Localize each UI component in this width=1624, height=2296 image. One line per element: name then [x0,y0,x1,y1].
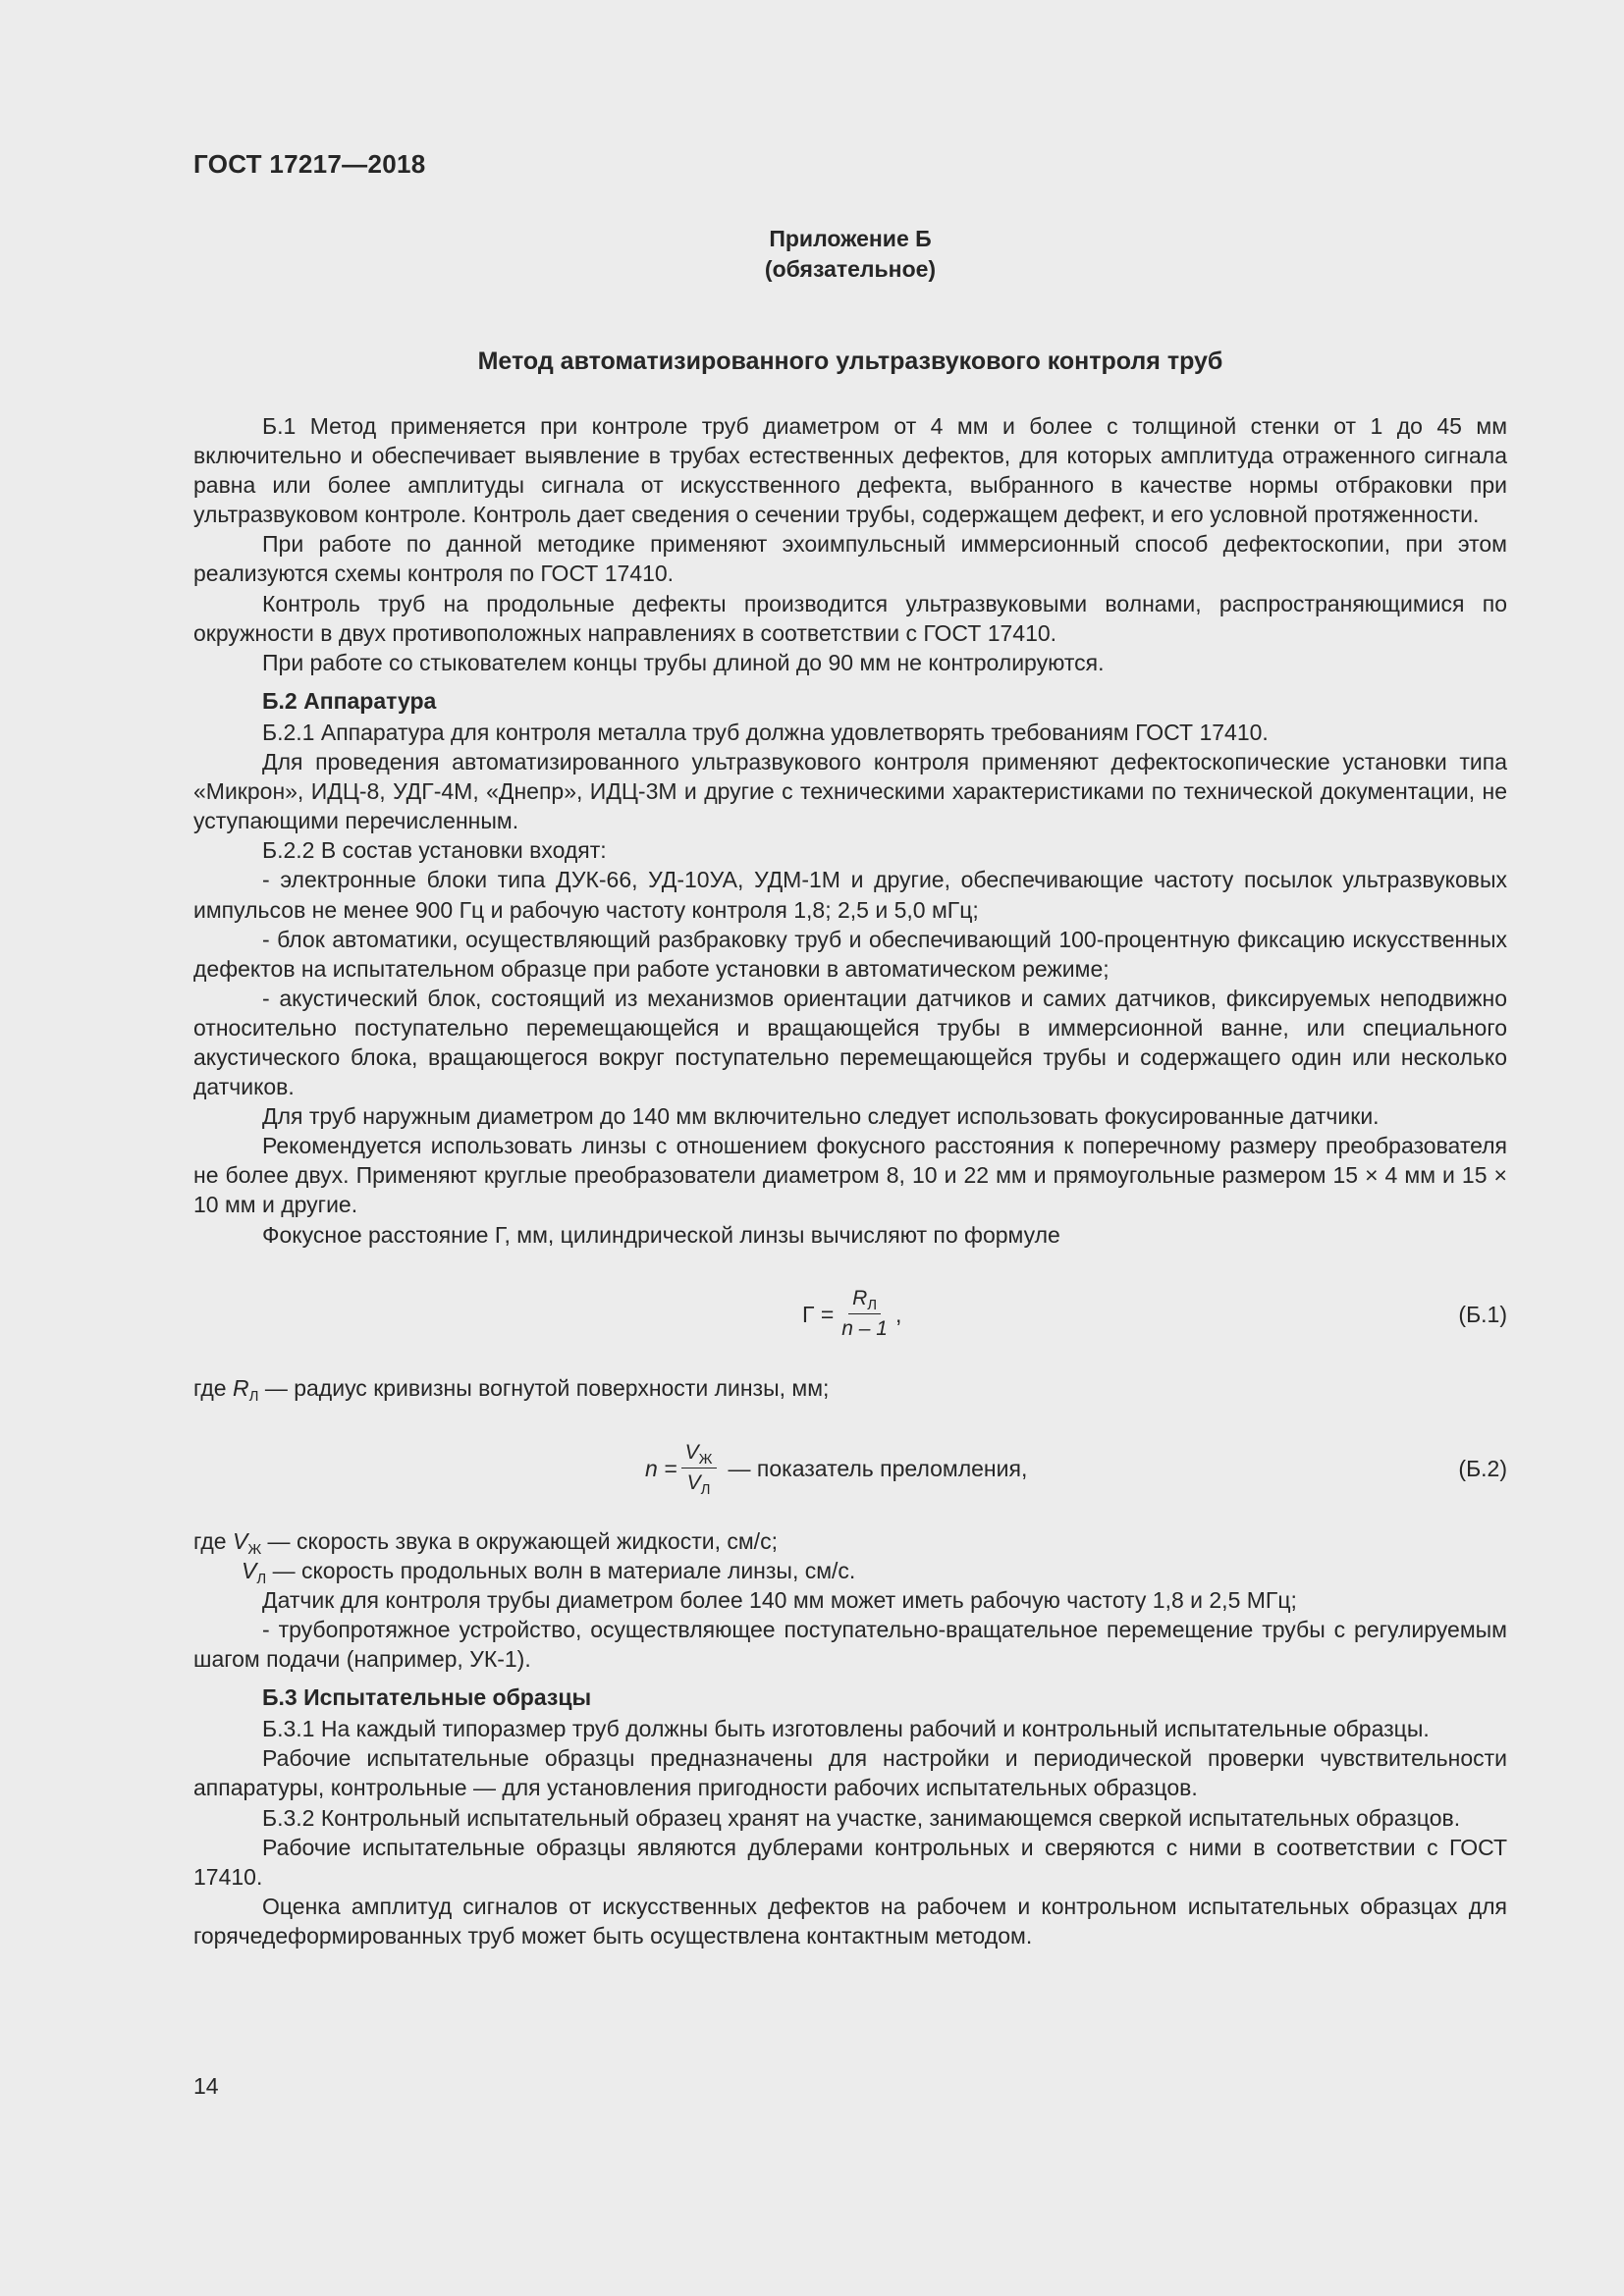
list-item: - акустический блок, состоящий из механизмов ориентации датчиков и самих датчиков, фиксируемых неподвижно относительно поступательно перемещающейся и вращающейся трубы в иммерсионной ванне, или специального акустического блока, вращающегося вокруг поступательно перемещающейся трубы и содержащего один или несколько датчиков. [193,985,1507,1100]
paragraph-b22: Б.2.2 В состав установки входят: [262,837,607,864]
formula-b1-denominator [838,1314,892,1342]
page-number: 14 [193,2073,219,2099]
sub-zh: Ж [698,1451,713,1468]
den-expression: n – 1 [841,1317,888,1341]
formula-b2-body [645,1426,1027,1511]
document-body [193,411,1507,1950]
document-header: ГОСТ 17217—2018 [193,149,426,179]
formula-b1-comma: , [895,1301,902,1327]
formula-b1-lhs: Г = [802,1301,835,1327]
subsection-heading-b2: Б.2 Аппаратура [262,687,437,714]
appendix-heading [193,224,1507,285]
where-r-text: — радиус кривизны вогнутой поверхности линзы, мм; [258,1374,830,1401]
where-prefix: где [193,1527,233,1554]
where-r [193,1373,1507,1403]
list-item: - трубопротяжное устройство, осуществляющее поступательно-вращательное перемещение трубы с регулируемым шагом подачи (например, УК-1). [193,1617,1507,1673]
sub-zh: Ж [247,1540,262,1558]
formula-b2 [193,1426,1507,1511]
sub-l: Л [867,1297,878,1314]
var-v: V [686,1471,701,1495]
formula-b1-numerator [848,1286,881,1314]
paragraph: Для проведения автоматизированного ультразвукового контроля применяют дефектоскопические установки типа «Микрон», ИДЦ-8, УДГ-4М, «Днепр», ИДЦ-3М и другие с техническими характеристиками по технической документации, не уступающими перечисленным. [193,749,1507,834]
sub-l: Л [248,1387,259,1405]
subsection-heading-b3: Б.3 Испытательные образцы [262,1684,592,1711]
var-r: R [852,1287,868,1310]
formula-b2-fraction [681,1440,717,1499]
formula-b2-denominator [683,1468,715,1499]
where-vzh [193,1526,1507,1556]
formula-b2-number: (Б.2) [1458,1455,1507,1481]
section-title: Метод автоматизированного ультразвукового контроля труб [477,347,1223,375]
var-v: V [242,1557,257,1583]
formula-b1-body [802,1273,901,1356]
paragraph: Фокусное расстояние Г, мм, цилиндрической линзы вычисляют по формуле [262,1221,1060,1248]
var-r: R [232,1374,249,1401]
where-vl [193,1556,1507,1585]
where-vzh-text: — скорость звука в окружающей жидкости, см/с; [261,1527,778,1554]
list-item: - электронные блоки типа ДУК-66, УД-10УА, УДМ-1М и другие, обеспечивающие частоту посылок ультразвуковых импульсов не менее 900 Гц и рабочую частоту контроля 1,8; 2,5 и 5,0 мГц; [193,867,1507,923]
paragraph: Оценка амплитуд сигналов от искусственных дефектов на рабочем и контрольном испытательных образцах для горячедеформированных труб может быть осуществлена контактным методом. [193,1893,1507,1949]
paragraph: Датчик для контроля трубы диаметром более 140 мм может иметь рабочую частоту 1,8 и 2,5 МГц; [262,1586,1297,1613]
paragraph: При работе по данной методике применяют эхоимпульсный иммерсионный способ дефектоскопии, при этом реализуются схемы контроля по ГОСТ 17410. [193,531,1507,587]
paragraph-b31: Б.3.1 На каждый типоразмер труб должны быть изготовлены рабочий и контрольный испытательные образцы. [262,1716,1430,1742]
list-item: - блок автоматики, осуществляющий разбраковку труб и обеспечивающий 100-процентную фиксацию искусственных дефектов на испытательном образце при работе установки в автоматическом режиме; [193,926,1507,982]
where-prefix: где [193,1374,233,1401]
formula-b1 [193,1273,1507,1356]
formula-b2-lhs: n = [645,1455,677,1481]
formula-b2-numerator [681,1440,717,1468]
sub-l: Л [256,1570,267,1587]
paragraph: Контроль труб на продольные дефекты производится ультразвуковыми волнами, распространяющимися по окружности в двух противоположных направлениях в соответствии с ГОСТ 17410. [193,590,1507,646]
var-v: V [684,1441,699,1465]
paragraph-b1: Б.1 Метод применяется при контроле труб диаметром от 4 мм и более с толщиной стенки от 1 до 45 мм включительно и обеспечивает выявление в трубах естественных дефектов, для которых амплитуда отраженного сигнала равна или более амплитуды сигнала от искусственного дефекта, выбранного в качестве нормы отбраковки при ультразвуковом контроле. Контроль дает сведения о сечении трубы, содержащем дефект, и его условной протяженности. [193,413,1507,528]
where-vl-text: — скорость продольных волн в материале линзы, см/с. [266,1557,856,1583]
paragraph-b21: Б.2.1 Аппаратура для контроля металла труб должна удовлетворять требованиям ГОСТ 17410. [262,719,1269,745]
paragraph: Рабочие испытательные образцы являются дублерами контрольных и сверяются с ними в соответствии с ГОСТ 17410. [193,1834,1507,1890]
paragraph: Рекомендуется использовать линзы с отношением фокусного расстояния к поперечному размеру преобразователя не более двух. Применяют круглые преобразователи диаметром 8, 10 и 22 мм и прямоугольные размером 15 × 4 мм и 15 × 10 мм и другие. [193,1133,1507,1218]
sub-l: Л [700,1481,711,1499]
paragraph: При работе со стыкователем концы трубы длиной до 90 мм не контролируются. [262,649,1105,675]
var-v: V [232,1527,248,1554]
formula-b2-description: — показатель преломления, [728,1455,1028,1481]
paragraph-b32: Б.3.2 Контрольный испытательный образец хранят на участке, занимающемся сверкой испытательных образцов. [262,1804,1461,1831]
paragraph: Рабочие испытательные образцы предназначены для настройки и периодической проверки чувствительности аппаратуры, контрольные — для установления пригодности рабочих испытательных образцов. [193,1745,1507,1801]
formula-b1-number: (Б.1) [1458,1301,1507,1327]
formula-b1-fraction [838,1286,892,1342]
paragraph: Для труб наружным диаметром до 140 мм включительно следует использовать фокусированные датчики. [262,1103,1380,1130]
appendix-status: (обязательное) [764,256,937,282]
appendix-title: Приложение Б [769,226,932,251]
